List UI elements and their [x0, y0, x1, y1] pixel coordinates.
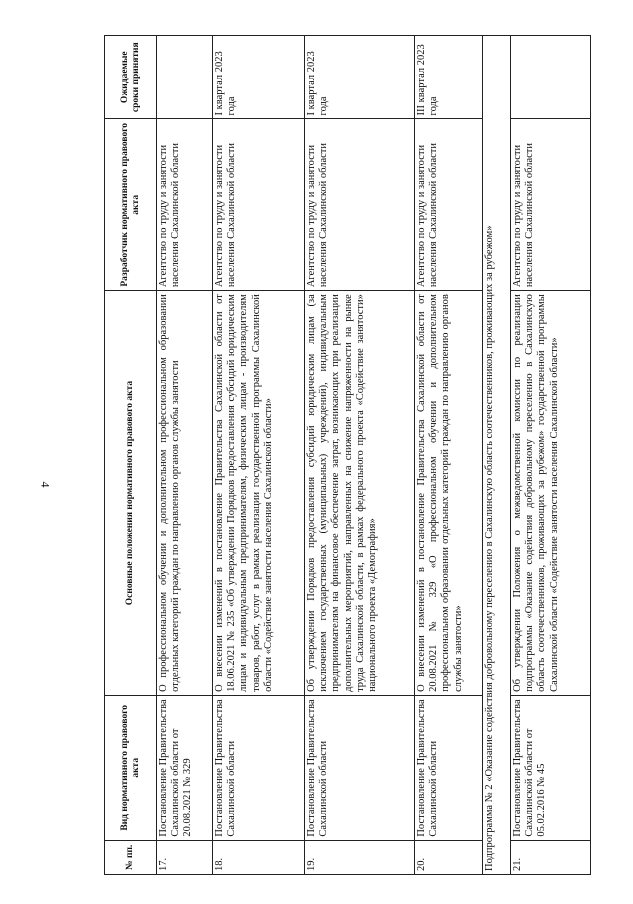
- page-number: 4: [38, 481, 53, 488]
- row-term: I квартал 2023 года: [305, 36, 415, 119]
- header-provisions: Основные положения нормативного правового акта: [105, 291, 157, 696]
- row-num: 21.: [511, 840, 591, 874]
- regulatory-acts-table: [104, 35, 591, 875]
- row-num: 18.: [213, 840, 305, 874]
- header-term: Ожидаемые сроки принятия: [105, 36, 157, 119]
- row-developer: Агентство по труду и занятости населения Сахалинской области: [305, 119, 415, 291]
- row-kind: Постановление Правительства Сахалинской области: [213, 695, 305, 840]
- row-kind: Постановление Правительства Сахалинской области от 20.08.2021 № 329: [157, 695, 213, 840]
- row-num: 20.: [415, 840, 483, 874]
- table-header-row: [105, 36, 157, 875]
- regulatory-acts-table-rotated: [104, 35, 590, 875]
- header-num: № пп.: [105, 840, 157, 874]
- row-developer: Агентство по труду и занятости населения Сахалинской области: [157, 119, 213, 291]
- header-developer: Разработчик нормативного правового акта: [105, 119, 157, 291]
- row-kind: Постановление Правительства Сахалинской области: [415, 695, 483, 840]
- row-term: [511, 36, 591, 119]
- subprogram-title: Подпрограмма № 2 «Оказание содействия добровольному переселению в Сахалинскую область соотечественников, проживающих за рубежом»: [483, 36, 511, 875]
- row-term: III квартал 2023 года: [415, 36, 483, 119]
- table-row: [415, 36, 483, 875]
- row-provisions: О профессиональном обучении и дополнительном профессиональном образовании отдельных категорий граждан по направлению органов службы занятости: [157, 291, 213, 696]
- table-row: [511, 36, 591, 875]
- row-developer: Агентство по труду и занятости населения Сахалинской области: [511, 119, 591, 291]
- table-row: [305, 36, 415, 875]
- row-provisions: О внесении изменений в постановление Правительства Сахалинской области от 20.08.2021 № 329 «О профессиональном обучении и дополнительном профессиональном образовании отдельных категорий граждан по направлению органов службы занятости»: [415, 291, 483, 696]
- table-row: [157, 36, 213, 875]
- row-kind: Постановление Правительства Сахалинской области: [305, 695, 415, 840]
- row-developer: Агентство по труду и занятости населения Сахалинской области: [415, 119, 483, 291]
- row-provisions: Об утверждении Порядков предоставления субсидий юридическим лицам (за исключением государственных (муниципальных) учреждений), индивидуальным предпринимателям на финансовое обеспечение затрат, возникающих при реализации дополнительных мероприятий, направленных на снижение напряженности на рынке труда Сахалинской области, в рамках федерального проекта «Содействие занятости» национального проекта «Демография»: [305, 291, 415, 696]
- subprogram-row: [483, 36, 511, 875]
- row-term: I квартал 2023 года: [213, 36, 305, 119]
- table-row: [213, 36, 305, 875]
- row-provisions: О внесении изменений в постановление Правительства Сахалинской области от 18.06.2021 № 235 «Об утверждении Порядков предоставления субсидий юридическим лицам и индивидуальным предпринимателям, физическим лицам - производителям товаров, работ, услуг в рамках реализации государственной программы Сахалинской области «Содействие занятости населения Сахалинской области»: [213, 291, 305, 696]
- row-num: 19.: [305, 840, 415, 874]
- row-provisions: Об утверждении Положения о межведомственной комиссии по реализации подпрограммы «Оказание содействия добровольному переселению в Сахалинскую область соотечественников, проживающих за рубежом» государственной программы Сахалинской области «Содействие занятости населения Сахалинской области»: [511, 291, 591, 696]
- row-kind: Постановление Правительства Сахалинской области от 05.02.2016 № 45: [511, 695, 591, 840]
- row-num: 17.: [157, 840, 213, 874]
- row-developer: Агентство по труду и занятости населения Сахалинской области: [213, 119, 305, 291]
- row-term: [157, 36, 213, 119]
- header-kind: Вид нормативного правового акта: [105, 695, 157, 840]
